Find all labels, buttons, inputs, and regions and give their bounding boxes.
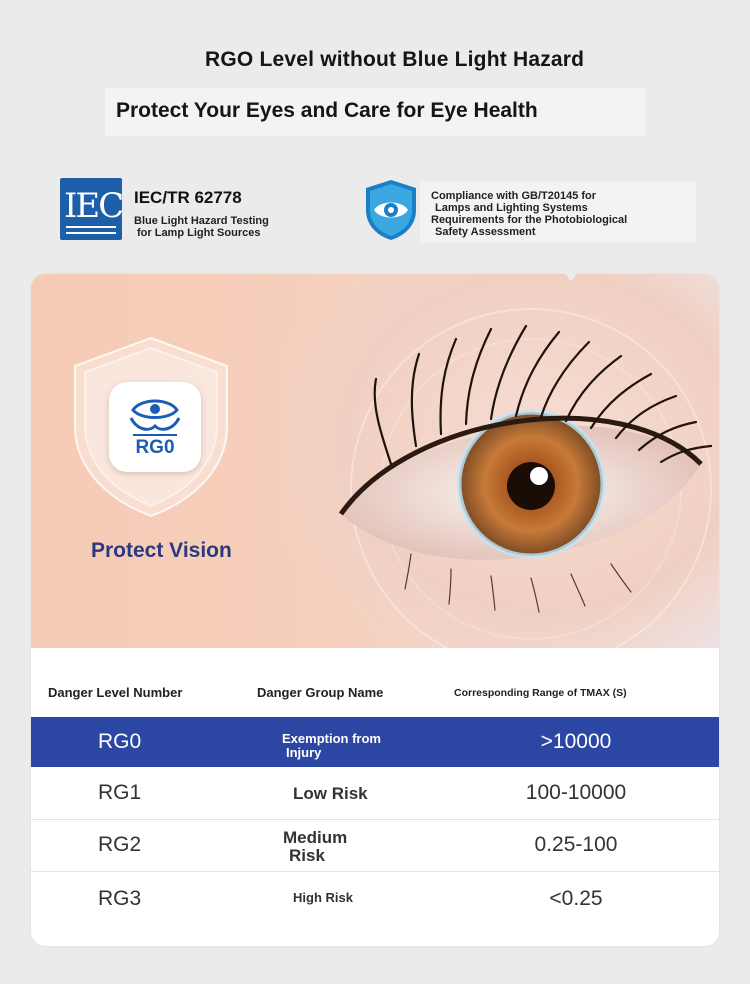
iec-description-line: for Lamp Light Sources	[137, 227, 261, 239]
table-row	[31, 717, 719, 767]
card-notch	[562, 268, 580, 282]
group-cell: High Risk	[293, 890, 353, 905]
header-danger-level: Danger Level Number	[48, 685, 183, 700]
table-row	[31, 872, 719, 924]
level-cell: RG0	[98, 730, 142, 753]
gb-certification	[360, 178, 700, 244]
range-cell: 0.25-100	[534, 833, 618, 856]
gb-standard-description	[431, 190, 696, 238]
rg0-badge	[109, 382, 201, 472]
level-cell: RG1	[98, 781, 142, 804]
table-row	[31, 767, 719, 820]
iec-logo-lines	[66, 226, 116, 234]
header-danger-group: Danger Group Name	[257, 685, 384, 700]
gb-description-line: Compliance with GB/T20145 for	[431, 190, 597, 202]
gb-description-line: Lamps and Lighting Systems	[435, 202, 588, 214]
eye-hands-icon	[127, 392, 183, 438]
range-cell: <0.25	[549, 887, 603, 910]
page-title: RGO Level without Blue Light Hazard	[205, 48, 585, 71]
gb-description-line: Safety Assessment	[435, 226, 536, 238]
iec-standard-title: IEC/TR 62778	[134, 188, 242, 207]
range-cell: >10000	[540, 730, 612, 753]
group-cell	[282, 732, 381, 760]
group-cell: Low Risk	[293, 784, 368, 803]
hero-banner	[31, 274, 719, 648]
rg-info-card	[31, 274, 719, 946]
table-row	[31, 820, 719, 872]
eye-illustration	[281, 274, 719, 648]
iec-logo-text: IEC	[64, 186, 123, 226]
group-line: Risk	[289, 846, 325, 865]
table-header	[31, 648, 719, 718]
level-cell: RG2	[98, 833, 142, 856]
iec-standard-description	[134, 215, 324, 239]
level-cell: RG3	[98, 887, 142, 910]
gb-description-line: Requirements for the Photobiological	[431, 214, 628, 226]
protect-vision-caption: Protect Vision	[91, 539, 232, 562]
header-tmax-range: Corresponding Range of TMAX (S)	[454, 687, 627, 699]
group-line: Exemption from	[282, 731, 381, 746]
group-cell	[283, 829, 347, 865]
eye-shield-icon	[362, 178, 420, 242]
iec-certification	[58, 178, 328, 244]
group-line: Injury	[286, 745, 322, 760]
iec-logo	[60, 178, 122, 240]
page-subtitle: Protect Your Eyes and Care for Eye Health	[116, 99, 538, 122]
range-cell: 100-10000	[525, 781, 627, 804]
rg0-badge-label: RG0	[135, 437, 175, 458]
iec-description-line: Blue Light Hazard Testing	[134, 215, 269, 227]
group-line: Medium	[283, 828, 348, 847]
